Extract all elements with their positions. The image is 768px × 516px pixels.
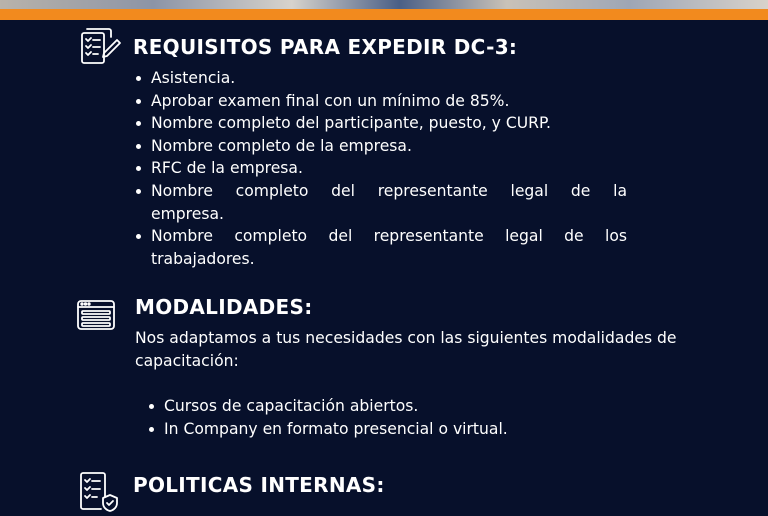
list-item-line: Nombre completo del representante legal de los	[151, 227, 627, 246]
list-item: Cursos de capacitación abiertos.	[146, 395, 626, 418]
list-item: RFC de la empresa.	[133, 157, 627, 180]
list-item: In Company en formato presencial o virtual.	[146, 418, 626, 441]
requisitos-title: REQUISITOS PARA EXPEDIR DC-3:	[133, 35, 518, 59]
list-item: Aprobar examen final con un mínimo de 85%.	[133, 90, 627, 113]
modalidades-intro: Nos adaptamos a tus necesidades con las siguientes modalidades de capacitación:	[135, 329, 677, 370]
politicas-title: POLITICAS INTERNAS:	[133, 473, 385, 497]
list-item	[133, 180, 627, 225]
checklist-pen-icon	[80, 27, 122, 67]
list-item: Nombre completo de la empresa.	[133, 135, 627, 158]
list-item: Asistencia.	[133, 67, 627, 90]
header-photo-strip	[0, 0, 768, 9]
list-item-line: Nombre completo del representante legal de la	[151, 181, 627, 200]
modalidades-title: MODALIDADES:	[135, 295, 313, 319]
list-item-line: trabajadores.	[151, 249, 255, 268]
header-accent-bar	[0, 9, 768, 20]
modalidades-list	[146, 395, 626, 440]
list-item-line: empresa.	[151, 204, 224, 223]
list-item: Nombre completo del participante, puesto, y CURP.	[133, 112, 627, 135]
checklist-shield-icon	[79, 471, 119, 512]
list-item	[133, 225, 627, 270]
requisitos-list	[133, 67, 627, 270]
browser-window-icon	[77, 300, 115, 330]
